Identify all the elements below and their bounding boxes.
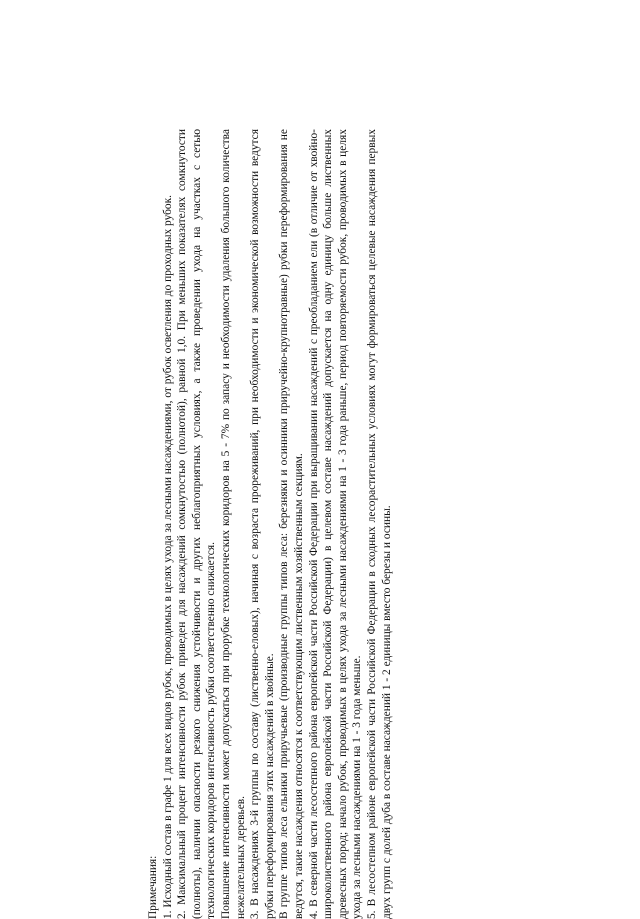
note-item-5: 5. В лесостепном районе европейской части Российской Федерации в сходных лесорастительных условиях могут формироваться целевые насаждения первых двух групп с долей дуба в составе насаждений 1 - 2 единицы вместо березы и осины. <box>365 129 393 919</box>
note-item-3-continuation: В группе типов леса ельники приручьевые (производные группы типов леса: березняки и осинники приручейно-крупнотравные) рубки переформирования не ведутся, такие насаждения относятся к соответствующим лиственным хозяйственным секциям. <box>278 129 305 919</box>
note-item-4: 4. В северной части лесостепного района европейской части Российской Федерации при выращивании насаждений с преобладанием ели (в отличие от хвойно-широколиственного района европейской части Российской Федерации) в целевом составе насаждений допускается на одну единицу больше лиственных древесных пород; начало рубок, проводимых в целях ухода за лесными насаждениями на 1 - 3 года раньше, период повторяемости рубок, проводимых в целях ухода за лесными насаждениями на 1 - 3 года меньше. <box>307 129 364 919</box>
note-item-2-continuation: Повышение интенсивности может допускаться при прорубке технологических коридоров на 5 - 7% по запасу и необходимости удаления большого количества нежелательных деревьев. <box>219 129 247 919</box>
note-item-1: 1. Исходный состав в графе 1 для всех видов рубок, проводимых в целях ухода за лесными насаждениями, от рубок осветления до проходных рубок. <box>161 195 174 919</box>
notes-block <box>146 129 394 919</box>
notes-title: Примечания: <box>146 855 159 919</box>
note-item-2: 2. Максимальный процент интенсивности рубок приведен для насаждений сомкнутостью (полнотой), равной 1,0. При меньших показателях сомкнутости (полноты), наличии опасности резкого снижения устойчивости и других неблагоприятных условиях, а также проведении ухода на участках с сетью технологических коридоров интенсивность рубки соответственно снижается. <box>176 129 218 919</box>
note-item-3: 3. В насаждениях 3-й группы по составу (лиственно-еловых), начиная с возраста прореживаний, при необходимости и экономической возможности ведутся рубки переформирования этих насаждений в хвойные. <box>249 129 276 919</box>
